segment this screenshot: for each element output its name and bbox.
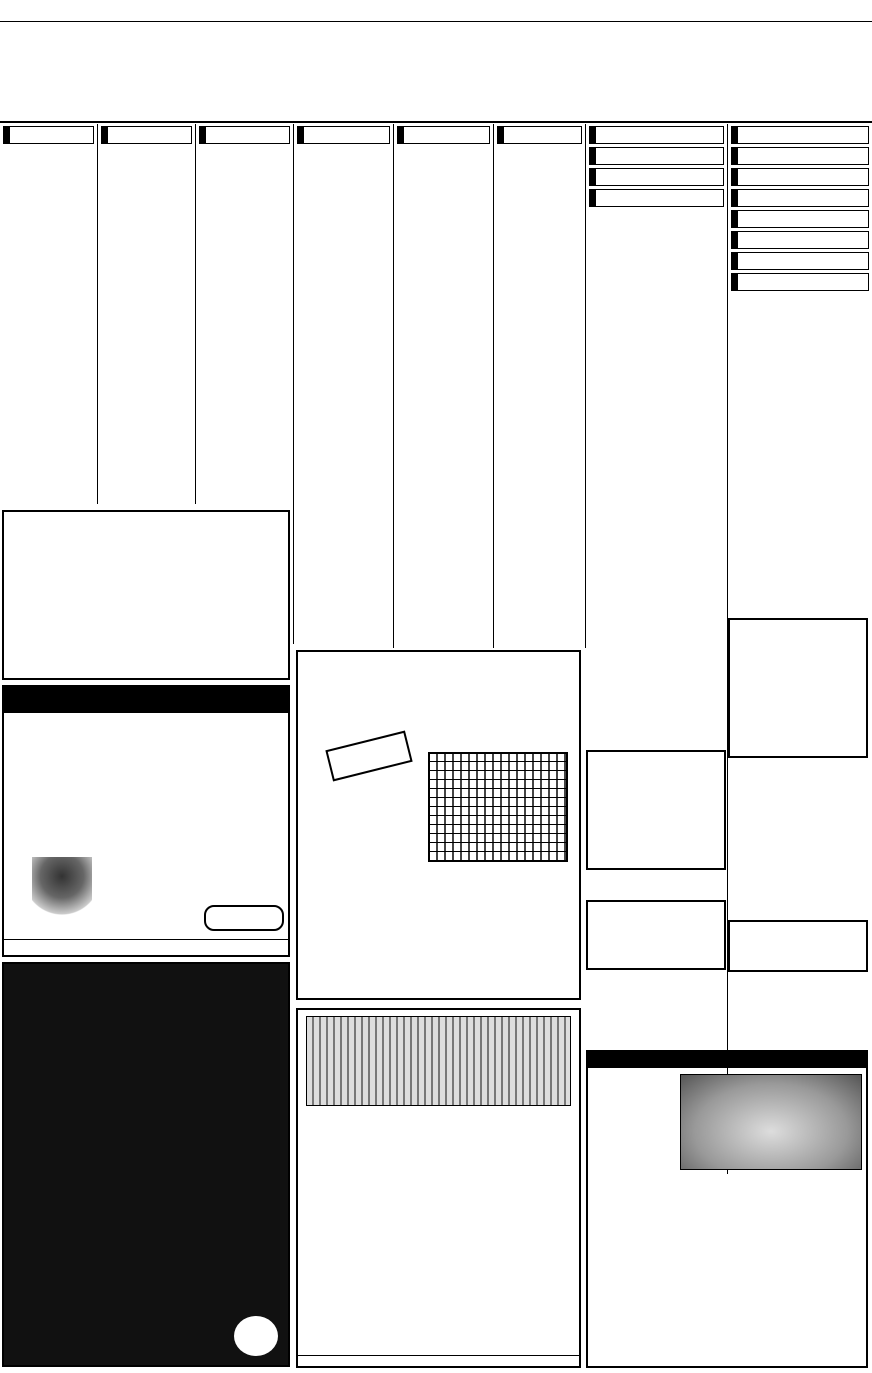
section-number xyxy=(732,253,738,269)
column-7 xyxy=(586,124,728,1174)
section-number xyxy=(4,127,10,143)
muirwood-burst xyxy=(234,1316,278,1356)
column-5 xyxy=(394,124,494,648)
section-number xyxy=(498,127,504,143)
section-heading xyxy=(731,252,869,270)
section-number xyxy=(590,127,596,143)
section-heading xyxy=(731,231,869,249)
page-header xyxy=(0,0,872,22)
section-heading xyxy=(731,168,869,186)
sneak-preview-bar xyxy=(4,687,288,713)
claymoor-features xyxy=(298,1110,579,1114)
homemate-ad xyxy=(728,920,868,972)
claymoor-ad xyxy=(296,1008,581,1368)
section-heading xyxy=(397,126,490,144)
section-number xyxy=(732,127,738,143)
section-heading xyxy=(3,126,94,144)
westland-huntington-ad xyxy=(2,510,290,680)
section-number xyxy=(732,232,738,248)
section-heading xyxy=(199,126,290,144)
walden-logo xyxy=(204,905,284,931)
section-heading xyxy=(589,126,724,144)
section-heading xyxy=(589,147,724,165)
naples-ad xyxy=(586,900,726,970)
muirwood-ad xyxy=(2,962,290,1367)
section-number xyxy=(298,127,304,143)
section-heading xyxy=(731,189,869,207)
section-number xyxy=(732,211,738,227)
cc-fax-badge xyxy=(325,731,412,782)
section-number xyxy=(732,274,738,290)
section-number xyxy=(590,169,596,185)
apartments-banner xyxy=(40,28,835,120)
affordable-housing-ad xyxy=(728,618,868,758)
carriage-park-ad xyxy=(586,1050,868,1368)
column-1 xyxy=(0,124,98,504)
carriage-now xyxy=(588,1052,866,1068)
column-2 xyxy=(98,124,196,504)
walden-lakes-ad xyxy=(2,685,290,957)
column-4 xyxy=(294,124,394,648)
section-number xyxy=(732,169,738,185)
section-heading xyxy=(297,126,390,144)
football-player-icon xyxy=(32,857,92,921)
walden-call xyxy=(4,939,288,955)
section-heading xyxy=(497,126,582,144)
section-number xyxy=(590,190,596,206)
section-heading xyxy=(589,189,724,207)
section-heading xyxy=(731,126,869,144)
section-number xyxy=(590,148,596,164)
section-number xyxy=(732,148,738,164)
building-photo xyxy=(306,1016,571,1106)
residents-photo xyxy=(680,1074,862,1170)
building-illustration xyxy=(428,752,568,862)
banner-rule xyxy=(0,121,872,123)
section-number xyxy=(102,127,108,143)
section-heading xyxy=(101,126,192,144)
section-heading xyxy=(731,210,869,228)
section-heading xyxy=(731,273,869,291)
column-6 xyxy=(494,124,586,648)
section-number xyxy=(398,127,404,143)
section-number xyxy=(732,190,738,206)
country-corner-ad xyxy=(296,650,581,1000)
marco-island-ad xyxy=(586,750,726,870)
section-heading xyxy=(589,168,724,186)
section-heading xyxy=(731,147,869,165)
section-number xyxy=(200,127,206,143)
